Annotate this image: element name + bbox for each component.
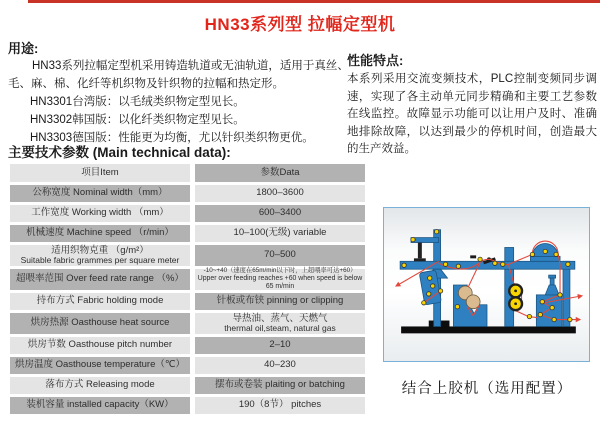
table-row <box>10 205 365 222</box>
table-row <box>10 397 365 414</box>
item-cell: 装机容量 installed capacity（KW） <box>10 397 190 414</box>
flask-body <box>545 285 559 295</box>
table-row <box>10 266 365 291</box>
data-cell: 针板或布铗 pinning or clipping <box>195 293 365 310</box>
machine-diagram-frame <box>383 207 590 362</box>
usage-line: HN3301台湾版：以毛绒类织物定型见长。 <box>30 96 245 108</box>
features-section <box>347 50 597 159</box>
usage-line: 毛、麻、棉、化纤等机织物及针织物的拉幅和热定形。 <box>8 78 284 90</box>
diagram-caption: 结合上胶机（选用配置） <box>401 381 573 397</box>
flask-cap <box>549 275 556 278</box>
table-row <box>10 313 365 334</box>
usage-paragraph <box>8 57 353 147</box>
machine-diagram <box>384 208 589 361</box>
item-header-cell: 项目Item <box>10 164 190 182</box>
data-cell: 导热油、蒸气、天燃气 thermal oil,steam, natural gas <box>195 313 365 334</box>
bracket-foot <box>414 258 426 261</box>
item-cell: 烘房节数 Oasthouse pitch number <box>10 337 190 354</box>
tech-data-table <box>10 164 365 417</box>
arch-base <box>530 256 560 261</box>
data-header-cell: 参数Data <box>195 164 365 182</box>
data-cell: 2–10 <box>195 337 365 354</box>
table-row <box>10 357 365 374</box>
data-cell: 190（8节） pitches <box>195 397 365 414</box>
table-row <box>10 225 365 242</box>
data-cell: 1800–3600 <box>195 185 365 202</box>
beam-fitting <box>470 255 476 258</box>
data-cell: 10–100(无级) variable <box>195 225 365 242</box>
data-cell: 摆布或卷装 plaiting or batching <box>195 377 365 394</box>
usage-heading: 用途: <box>8 41 39 56</box>
item-cell: 适用织物克重 （g/m²） Suitable fabric grammes per square meter <box>10 245 190 266</box>
item-cell: 超喂率范围 Over feed rate range （%） <box>10 269 190 290</box>
item-cell: 公称宽度 Nominal width（mm） <box>10 185 190 202</box>
features-body: 本系列采用交流变频技术，PLC控制变频同步调速，实现了各主动单元同步精确和主要工艺参数在线监控。故障显示功能可以让用户及时、准确地排除故障，以达到最少的停机时间，创造最大的生产效益。 <box>347 73 597 155</box>
table-row <box>10 245 365 266</box>
usage-line: HN3303德国版：性能更为均衡，尤以针织类织物更优。 <box>30 132 314 144</box>
bracket-post <box>418 243 422 259</box>
table-row <box>10 377 365 394</box>
tech-data-heading: 主要技术参数 (Main technical data): <box>8 145 231 160</box>
item-cell: 落布方式 Releasing mode <box>10 377 190 394</box>
machine-structure <box>400 230 575 327</box>
item-cell: 持布方式 Fabric holding mode <box>10 293 190 310</box>
top-rule <box>28 0 600 3</box>
data-cell: 70–500 <box>195 245 365 266</box>
right-column <box>563 261 570 326</box>
table-row <box>10 293 365 310</box>
item-cell: 烘房热源 Oasthouse heat source <box>10 313 190 334</box>
item-cell: 烘房温度 Oasthouse temperature（℃） <box>10 357 190 374</box>
usage-line: HN33系列拉幅定型机采用铸造轨道或无油轨道，适用于真丝、 <box>32 60 349 72</box>
data-cell: 600–3400 <box>195 205 365 222</box>
table-row <box>10 185 365 202</box>
features-heading: 性能特点: <box>347 53 404 68</box>
flask-neck <box>550 278 554 285</box>
page-title: HN33系列型 拉幅定型机 <box>204 15 396 34</box>
table-row <box>10 337 365 354</box>
data-cell: 40–230 <box>195 357 365 374</box>
item-cell: 工作宽度 Working width （mm） <box>10 205 190 222</box>
data-cell: -10~+40（速度在65m/min以下时，上超喂率可达+60） Upper over feeding reaches +60 when speed is below 65 m/min <box>195 269 365 290</box>
usage-line: HN3302韩国版：以化纤类织物定型见长。 <box>30 114 245 126</box>
machine-base <box>401 326 576 333</box>
table-header-row <box>10 164 365 182</box>
item-cell: 机械速度 Machine speed （r/min） <box>10 225 190 242</box>
usage-section <box>8 38 353 147</box>
